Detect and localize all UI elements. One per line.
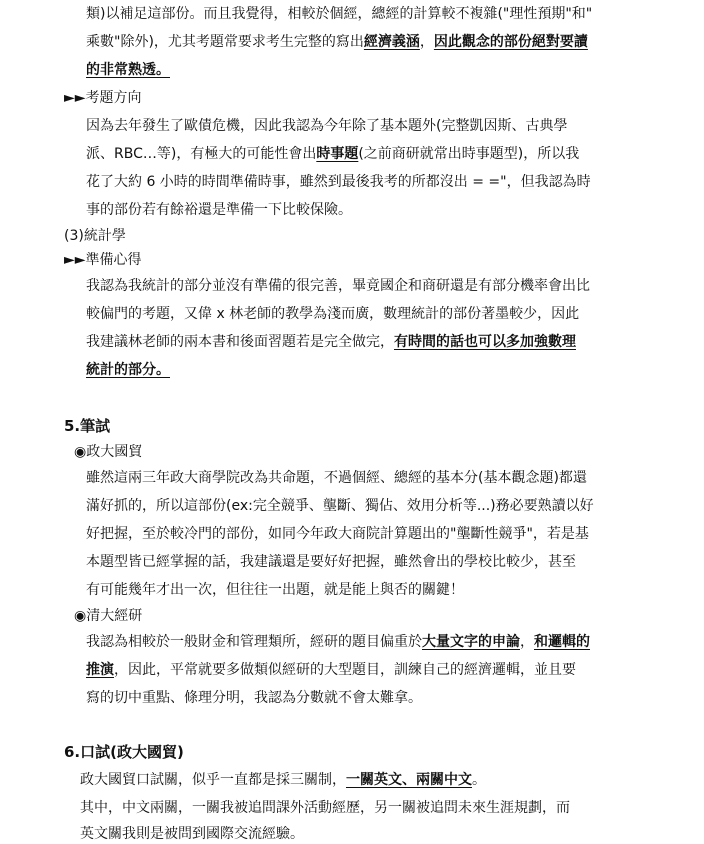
emphasis-text: 推演 — [86, 662, 114, 678]
text-line — [86, 496, 594, 516]
text-run: 乘數"除外)，尤其考題常要求考生完整的寫出 — [86, 34, 364, 50]
text-run: ， — [520, 634, 534, 650]
text-line — [86, 468, 587, 488]
text-line — [86, 632, 590, 652]
text-line — [80, 770, 486, 790]
text-line — [86, 172, 591, 192]
text-run: 滿好抓的，所以這部份(ex:完全競爭、壟斷、獨佔、效用分析等...)務必要熟讀以好 — [86, 498, 594, 514]
text-line — [86, 60, 170, 80]
text-line — [86, 688, 422, 708]
text-line — [86, 332, 576, 352]
subsection-heading — [64, 88, 142, 108]
emphasis-text: 時事題 — [316, 146, 359, 162]
section-heading — [64, 742, 184, 762]
text-line — [86, 360, 170, 380]
section-heading — [64, 416, 110, 436]
subsection-heading — [74, 606, 142, 626]
text-run: 好把握，至於較冷門的部份，如同今年政大商院計算題出的"壟斷性競爭"，若是基 — [86, 526, 589, 542]
text-line — [86, 116, 567, 136]
heading-text: ◉清大經研 — [74, 608, 143, 624]
text-run: 我認為相較於一般財金和管理類所，經研的題目偏重於 — [86, 634, 422, 650]
emphasis-text: 和邏輯的 — [534, 634, 590, 650]
text-line — [86, 304, 579, 324]
subsection-heading — [74, 442, 142, 462]
text-run: (之前商研就常出時事題型)，所以我 — [358, 146, 580, 162]
text-run: 雖然這兩三年政大商學院改為共命題，不過個經、總經的基本分(基本觀念題)都還 — [86, 470, 587, 486]
text-line — [86, 276, 590, 296]
text-line — [86, 32, 588, 52]
heading-text: (3)統計學 — [64, 228, 126, 244]
text-run: 政大國貿口試關，似乎一直都是採三關制， — [80, 772, 346, 788]
text-line — [86, 660, 576, 680]
text-line — [86, 144, 579, 164]
emphasis-text: 有時間的話也可以多加強數理 — [394, 334, 576, 350]
text-run: 本題型皆已經掌握的話，我建議還是要好好把握，雖然會出的學校比較少，甚至 — [86, 554, 576, 570]
text-line — [86, 524, 589, 544]
text-run: 有可能幾年才出一次，但往往一出題，就是能上與否的關鍵！ — [86, 582, 464, 598]
subsection-heading — [64, 250, 142, 270]
text-line — [86, 552, 576, 572]
emphasis-text: 經濟義涵 — [363, 34, 420, 50]
heading-text: ◉政大國貿 — [74, 444, 143, 460]
text-line — [80, 798, 570, 818]
heading-text: 6.口試(政大國貿) — [64, 743, 184, 761]
heading-text: ►►考題方向 — [64, 90, 142, 106]
text-run: 事的部份若有餘裕還是準備一下比較保險。 — [86, 202, 352, 218]
emphasis-text: 統計的部分。 — [86, 362, 170, 378]
text-run: 英文關我則是被問到國際交流經驗。 — [80, 826, 304, 842]
text-run: ，因此，平常就要多做類似經研的大型題目，訓練自己的經濟邏輯，並且要 — [114, 662, 576, 678]
text-line — [86, 580, 464, 600]
emphasis-text: 大量文字的申論 — [422, 634, 520, 650]
emphasis-text: 一關英文、兩關中文 — [346, 772, 472, 788]
emphasis-text: 因此觀念的部份絕對要讀 — [433, 34, 588, 50]
text-run: 我建議林老師的兩本書和後面習題若是完全做完， — [86, 334, 394, 350]
text-run: 因為去年發生了歐債危機，因此我認為今年除了基本題外(完整凱因斯、古典學 — [86, 118, 568, 134]
text-run: 花了大約 6 小時的時間準備時事，雖然到最後我考的所都沒出 = ="，但我認為時 — [86, 174, 591, 190]
text-run: 派、RBC…等)，有極大的可能性會出 — [86, 146, 317, 162]
text-line — [86, 4, 592, 24]
text-run: 其中，中文兩關，一關我被追問課外活動經歷，另一關被追問未來生涯規劃，而 — [80, 800, 570, 816]
text-run: 類)以補足這部份。而且我覺得，相較於個經，總經的計算較不複雜("理性預期"和" — [86, 6, 593, 22]
text-line — [80, 824, 304, 844]
text-run: 較偏門的考題，又偉 x 林老師的教學為淺而廣，數理統計的部份著墨較少，因此 — [86, 306, 580, 322]
emphasis-text: 的非常熟透。 — [86, 62, 170, 78]
text-line — [86, 200, 352, 220]
heading-text: ►►準備心得 — [64, 252, 142, 268]
text-run: ， — [419, 34, 434, 50]
text-run: 我認為我統計的部分並沒有準備的很完善，畢竟國企和商研還是有部分機率會出比 — [86, 278, 590, 294]
text-run: 寫的切中重點、條理分明，我認為分數就不會太難拿。 — [86, 690, 422, 706]
text-run: 。 — [472, 772, 486, 788]
heading-text: 5.筆試 — [64, 417, 111, 435]
subsection-heading — [64, 226, 126, 246]
